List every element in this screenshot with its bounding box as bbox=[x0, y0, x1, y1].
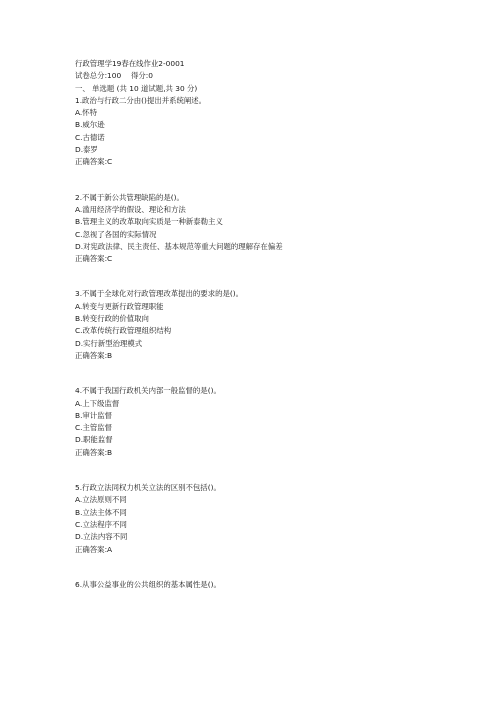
question-block bbox=[75, 95, 475, 169]
answer-option: C.忽视了各国的实际情况 bbox=[75, 229, 157, 239]
question-block bbox=[75, 385, 475, 459]
question-spacer bbox=[75, 459, 475, 482]
question-list bbox=[75, 95, 475, 591]
correct-answer: 正确答案:C bbox=[75, 157, 113, 167]
answer-option: C.主管监督 bbox=[75, 423, 113, 433]
question-block bbox=[75, 288, 475, 362]
correct-answer: 正确答案:C bbox=[75, 254, 113, 264]
answer-option: C.古德诺 bbox=[75, 132, 105, 142]
correct-answer: 正确答案:B bbox=[75, 350, 113, 360]
document-content bbox=[75, 58, 475, 591]
question-stem: 1.政治与行政二分由()提出并系统阐述。 bbox=[75, 95, 207, 105]
answer-option: D.泰罗 bbox=[75, 145, 98, 155]
answer-option: A.滥用经济学的假设、理论和方法 bbox=[75, 204, 186, 214]
answer-option: C.改革传统行政管理组织结构 bbox=[75, 326, 172, 336]
answer-option: A.怀特 bbox=[75, 108, 98, 118]
answer-option: B.管理主义的改革取向实质是一种新泰勒主义 bbox=[75, 217, 223, 227]
correct-answer: 正确答案:B bbox=[75, 447, 113, 457]
question-stem: 6.从事公益事业的公共组织的基本属性是()。 bbox=[75, 579, 221, 589]
answer-option: B.审计监督 bbox=[75, 410, 112, 420]
question-stem: 5.行政立法同权力机关立法的区别不包括()。 bbox=[75, 483, 221, 493]
answer-option: D.职能监督 bbox=[75, 435, 113, 445]
question-stem: 2.不属于新公共管理缺陷的是()。 bbox=[75, 192, 184, 202]
answer-option: B.转变行政的价值取向 bbox=[75, 314, 149, 324]
answer-option: A.转变与更新行政管理职能 bbox=[75, 301, 164, 311]
question-block bbox=[75, 482, 475, 556]
total-score: 试卷总分:100 bbox=[75, 71, 122, 81]
answer-option: C.立法程序不同 bbox=[75, 519, 127, 529]
question-block bbox=[75, 192, 475, 266]
answer-option: A.立法原则不同 bbox=[75, 495, 127, 505]
correct-answer: 正确答案:A bbox=[75, 544, 113, 554]
section-heading: 一、 单选题 (共 10 道试题,共 30 分) bbox=[75, 83, 198, 93]
question-stem: 3.不属于全球化对行政管理改革提出的要求的是()。 bbox=[75, 289, 244, 299]
question-stem: 4.不属于我国行政机关内部一般监督的是()。 bbox=[75, 386, 221, 396]
answer-option: B.威尔逊 bbox=[75, 120, 105, 130]
question-spacer bbox=[75, 556, 475, 579]
obtained-score: 得分:0 bbox=[131, 71, 153, 81]
question-spacer bbox=[75, 362, 475, 385]
score-info bbox=[75, 70, 475, 82]
document-title: 行政管理学19春在线作业2-0001 bbox=[75, 59, 185, 68]
answer-option: D.立法内容不同 bbox=[75, 532, 128, 542]
answer-option: D.对宪政法律、民主责任、基本规范等重大问题的理解存在偏差 bbox=[75, 241, 283, 251]
question-block bbox=[75, 579, 475, 591]
answer-option: A.上下级监督 bbox=[75, 398, 120, 408]
question-spacer bbox=[75, 169, 475, 192]
question-spacer bbox=[75, 265, 475, 288]
answer-option: D.实行新型治理模式 bbox=[75, 338, 143, 348]
answer-option: B.立法主体不同 bbox=[75, 507, 127, 517]
